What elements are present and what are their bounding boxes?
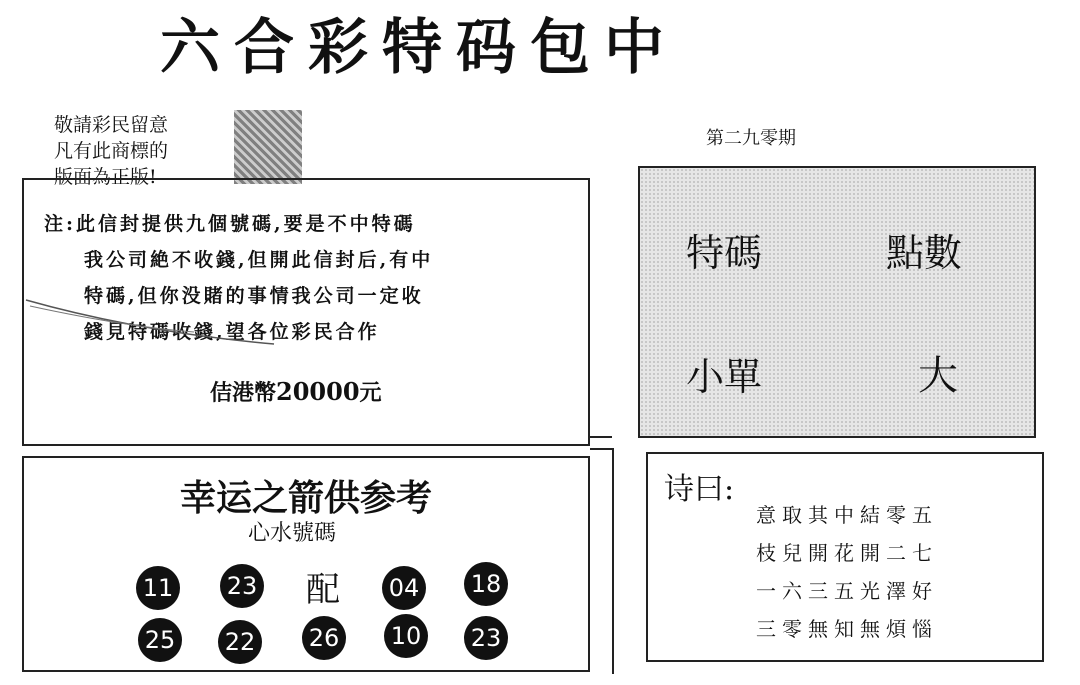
poem-line: 枝兒開花開二七 xyxy=(756,541,938,565)
divider xyxy=(590,436,612,438)
note-line: 錢見特碼收錢,望各位彩民合作 xyxy=(84,321,380,343)
notice-line: 版面為正版! xyxy=(54,166,157,188)
poem-line: 意取其中結零五 xyxy=(756,503,938,527)
poem-line: 一六三五光澤好 xyxy=(756,579,938,603)
deposit-value: 20000 xyxy=(276,377,360,406)
divider xyxy=(590,448,614,450)
trademark-stamp-icon xyxy=(234,110,302,184)
number-ball: 26 xyxy=(302,616,346,660)
pair-label: 配 xyxy=(306,570,340,610)
number-ball: 10 xyxy=(384,614,428,658)
number-ball: 11 xyxy=(136,566,180,610)
lucky-subtitle: 心水號碼 xyxy=(247,521,336,546)
note-line: 我公司絶不收錢,但開此信封后,有中 xyxy=(84,249,434,271)
lucky-title: 幸运之箭供参考 xyxy=(179,478,432,519)
poem-line: 三零無知無煩惱 xyxy=(756,617,938,641)
notice-line: 凡有此商標的 xyxy=(54,140,169,162)
scribble-mark xyxy=(24,292,284,352)
poem xyxy=(756,496,938,648)
deposit-amount xyxy=(210,376,382,407)
special-code-value: 小單 xyxy=(686,355,763,399)
points-value: 大 xyxy=(918,353,958,399)
note-line: 特碼,但你没賭的事情我公司一定收 xyxy=(84,285,424,307)
number-ball: 04 xyxy=(382,566,426,610)
number-ball: 25 xyxy=(138,618,182,662)
issue-number: 第二九零期 xyxy=(706,128,796,149)
points-label: 點數 xyxy=(886,231,963,275)
note-line: 注:此信封提供九個號碼,要是不中特碼 xyxy=(44,213,416,235)
deposit-unit: 元 xyxy=(359,380,382,406)
poem-title: 诗曰: xyxy=(664,472,735,507)
number-ball: 18 xyxy=(464,562,508,606)
number-ball: 22 xyxy=(218,620,262,664)
deposit-label: 佶港幣 xyxy=(210,380,277,406)
number-ball: 23 xyxy=(464,616,508,660)
divider xyxy=(612,448,614,674)
special-code-label: 特碼 xyxy=(686,231,763,275)
notice-line: 敬請彩民留意 xyxy=(54,114,169,136)
page-title: 六合彩特码包中 xyxy=(160,13,678,83)
number-ball: 23 xyxy=(220,564,264,608)
